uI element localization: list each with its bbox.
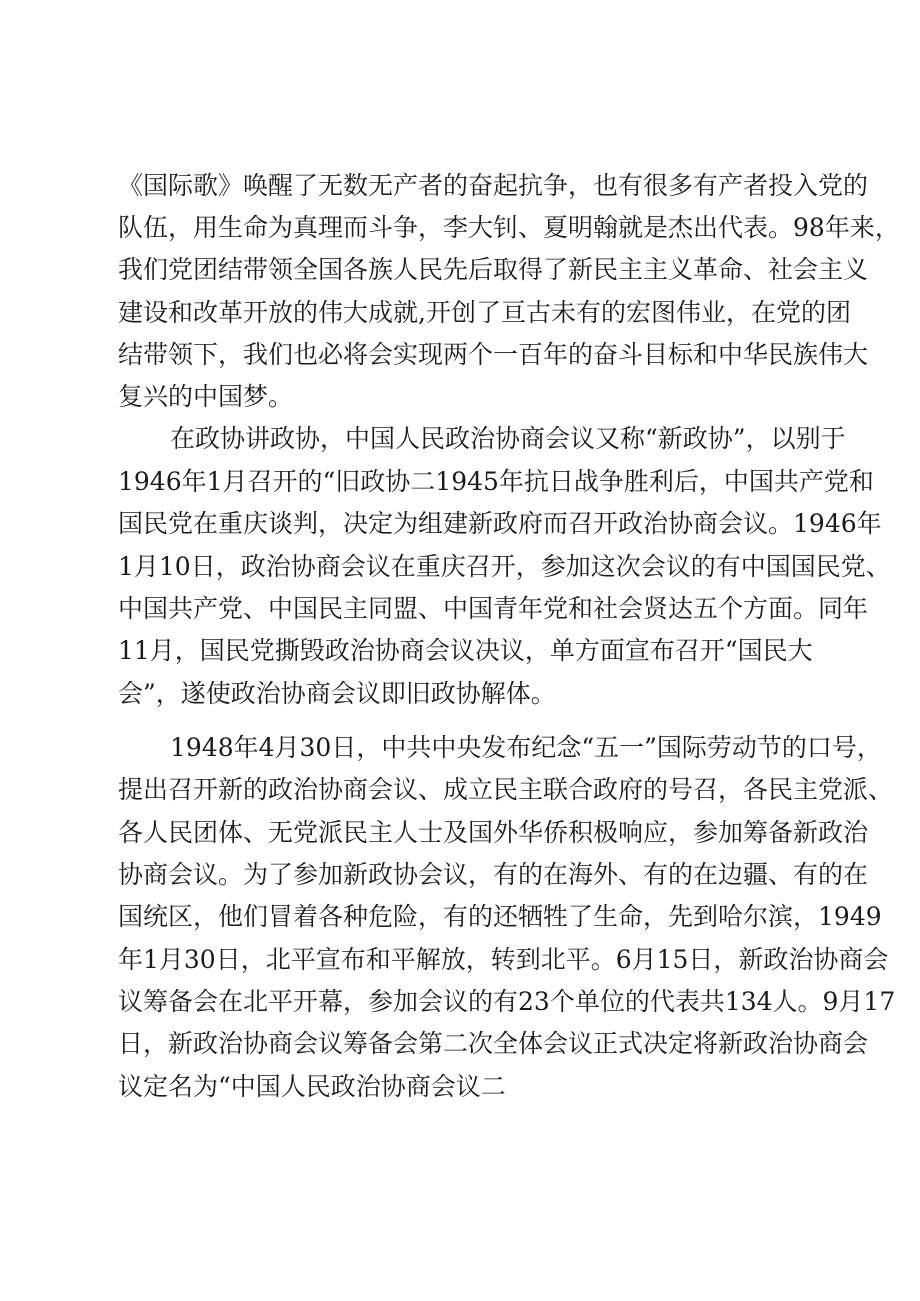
paragraph-line: 日，新政治协商会议筹备会第二次全体会议正式决定将新政治协商会 — [118, 1029, 869, 1058]
paragraph-line: 队伍，用生命为真理而斗争，李大钊、夏明翰就是杰出代表。98年来， — [118, 213, 900, 242]
paragraph-line: 结带领下，我们也必将会实现两个一百年的奋斗目标和中华民族伟大 — [118, 340, 869, 369]
paragraph-line: 国统区，他们冒着各种危险，有的还牺牲了生命，先到哈尔滨，1949 — [118, 902, 882, 931]
paragraph-line: 建设和改革开放的伟大成就,开创了亘古未有的宏图伟业，在党的团 — [118, 298, 851, 327]
paragraph-line: 《国际歌》唤醒了无数无产者的奋起抗争，也有很多有产者投入党的 — [118, 171, 869, 200]
paragraph-line: 提出召开新的政治协商会议、成立民主联合政府的号召，各民主党派、 — [118, 775, 894, 804]
paragraph-line: 会”，遂使政治协商会议即旧政协解体。 — [118, 679, 556, 708]
paragraph-line: 中国共产党、中国民主同盟、中国青年党和社会贤达五个方面。同年 — [118, 594, 869, 623]
paragraph-line: 国民党在重庆谈判，决定为组建新政府而召开政治协商会议。1946年 — [118, 509, 882, 538]
paragraph-line: 1948年4月30日，中共中央发布纪念“五一”国际劳动节的口号， — [170, 733, 882, 762]
paragraph-line: 11月，国民党撕毁政治协商会议决议，单方面宣布召开“国民大 — [118, 636, 813, 665]
paragraph-line: 议筹备会在北平开幕，参加会议的有23个单位的代表共134人。9月17 — [118, 987, 896, 1016]
paragraph-line: 各人民团体、无党派民主人士及国外华侨积极响应，参加筹备新政治 — [118, 818, 869, 847]
paragraph-line: 在政协讲政协，中国人民政治协商会议又称“新政协”，以别于 — [170, 424, 846, 453]
paragraph-line: 复兴的中国梦。 — [118, 382, 294, 411]
paragraph-line: 议定名为“中国人民政治协商会议二 — [118, 1072, 506, 1101]
paragraph-line: 协商会议。为了参加新政协会议，有的在海外、有的在边疆、有的在 — [118, 860, 869, 889]
paragraph-line: 年1月30日，北平宣布和平解放，转到北平。6月15日，新政治协商会 — [118, 945, 889, 974]
paragraph-line: 1月10日，政治协商会议在重庆召开，参加这次会议的有中国国民党、 — [118, 552, 891, 581]
paragraph-line: 1946年1月召开的“旧政协二1945年抗日战争胜利后，中国共产党和 — [118, 467, 874, 496]
paragraph-line: 我们党团结带领全国各族人民先后取得了新民主主义革命、社会主义 — [118, 255, 869, 284]
